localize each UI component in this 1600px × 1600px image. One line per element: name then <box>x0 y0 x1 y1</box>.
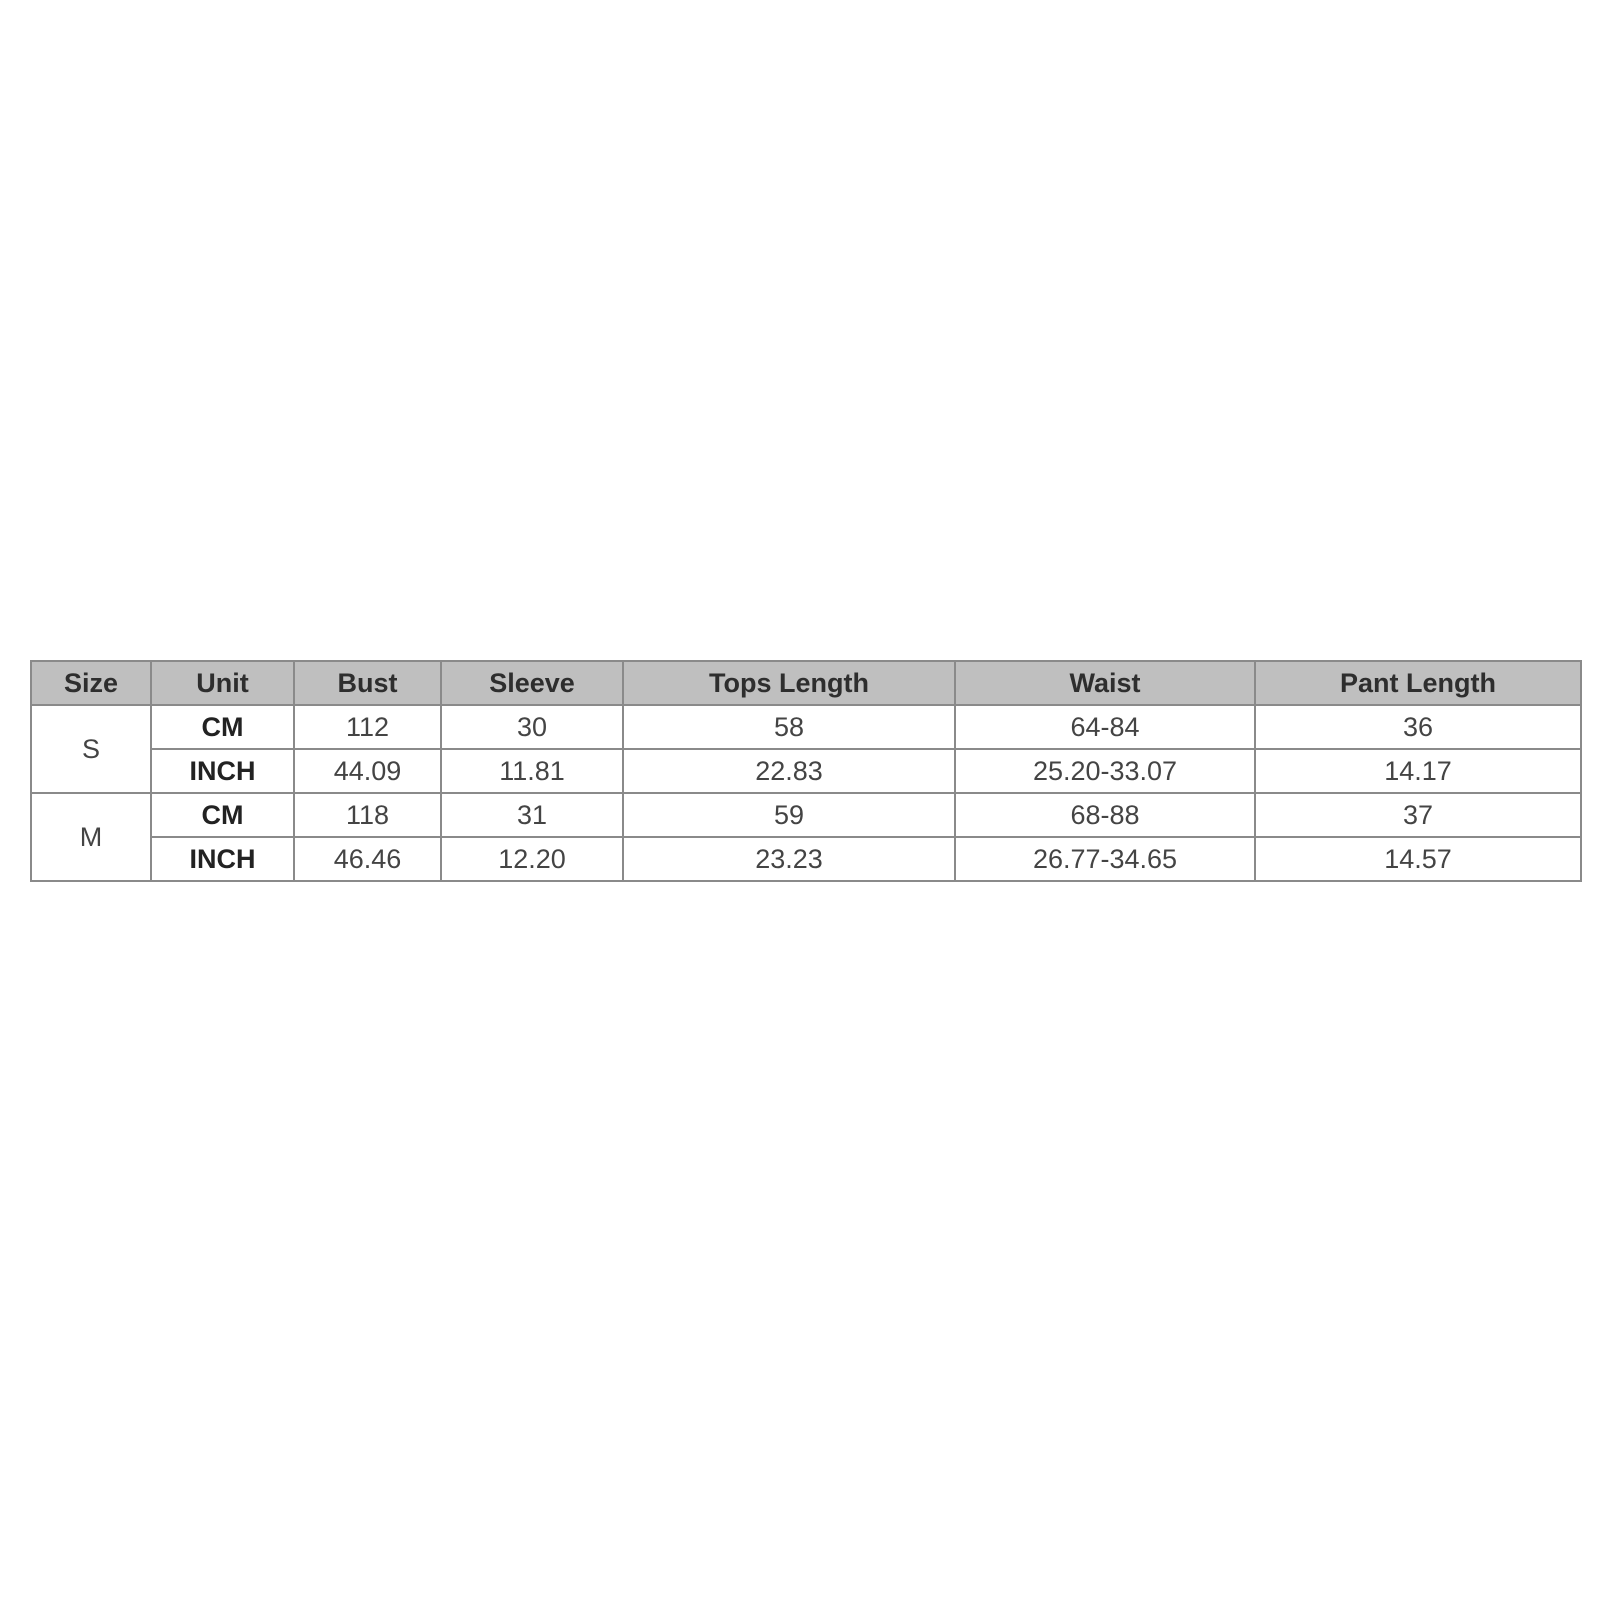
header-row <box>31 661 1581 705</box>
tops-length-cell: 58 <box>623 705 955 749</box>
unit-cell: CM <box>151 793 294 837</box>
unit-cell: INCH <box>151 837 294 881</box>
waist-cell: 25.20-33.07 <box>955 749 1255 793</box>
size-cell: M <box>31 793 151 881</box>
tops-length-cell: 22.83 <box>623 749 955 793</box>
tops-length-cell: 23.23 <box>623 837 955 881</box>
bust-cell: 44.09 <box>294 749 441 793</box>
bust-cell: 46.46 <box>294 837 441 881</box>
bust-cell: 118 <box>294 793 441 837</box>
pant-length-cell: 14.17 <box>1255 749 1581 793</box>
header-tops-length: Tops Length <box>623 661 955 705</box>
sleeve-cell: 11.81 <box>441 749 623 793</box>
sleeve-cell: 31 <box>441 793 623 837</box>
unit-cell: INCH <box>151 749 294 793</box>
table-row <box>31 749 1581 793</box>
header-sleeve: Sleeve <box>441 661 623 705</box>
pant-length-cell: 36 <box>1255 705 1581 749</box>
waist-cell: 68-88 <box>955 793 1255 837</box>
header-waist: Waist <box>955 661 1255 705</box>
tops-length-cell: 59 <box>623 793 955 837</box>
pant-length-cell: 37 <box>1255 793 1581 837</box>
unit-cell: CM <box>151 705 294 749</box>
waist-cell: 64-84 <box>955 705 1255 749</box>
bust-cell: 112 <box>294 705 441 749</box>
header-size: Size <box>31 661 151 705</box>
table-row <box>31 837 1581 881</box>
sleeve-cell: 30 <box>441 705 623 749</box>
table-row <box>31 793 1581 837</box>
header-pant-length: Pant Length <box>1255 661 1581 705</box>
table-row <box>31 705 1581 749</box>
sleeve-cell: 12.20 <box>441 837 623 881</box>
size-chart-table <box>30 660 1582 882</box>
size-cell: S <box>31 705 151 793</box>
header-unit: Unit <box>151 661 294 705</box>
header-bust: Bust <box>294 661 441 705</box>
waist-cell: 26.77-34.65 <box>955 837 1255 881</box>
pant-length-cell: 14.57 <box>1255 837 1581 881</box>
